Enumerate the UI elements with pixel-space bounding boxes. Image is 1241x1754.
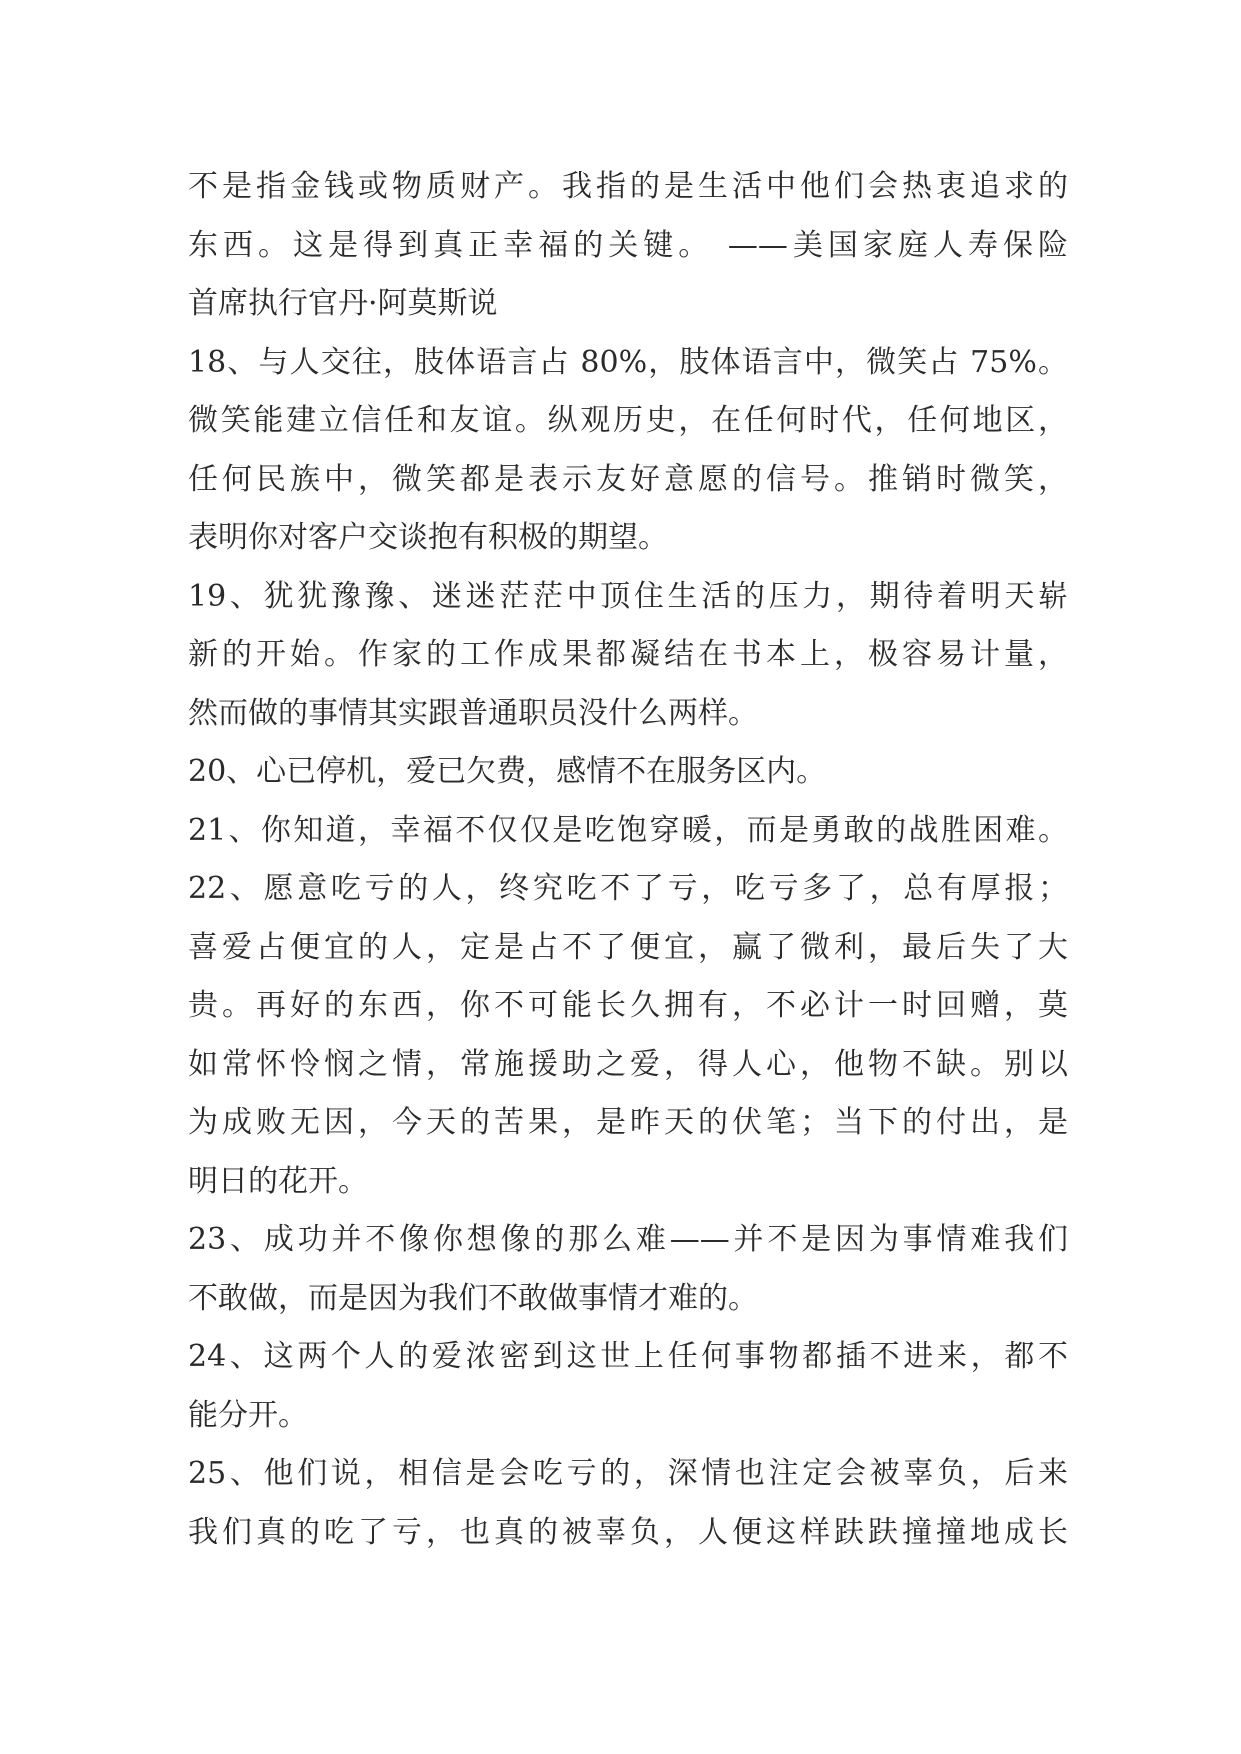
document-body — [188, 158, 1068, 1562]
text-line: 东西。这是得到真正幸福的关键。 ——美国家庭人寿保险 — [188, 227, 1068, 263]
text-line: 为成败无因，今天的苦果，是昨天的伏笔；当下的付出，是 — [188, 1105, 1068, 1140]
text-line: 25、他们说，相信是会吃亏的，深情也注定会被辜负，后来 — [188, 1456, 1068, 1491]
text-line: 明日的花开。 — [188, 1163, 368, 1199]
text-line: 23、成功并不像你想像的那么难——并不是因为事情难我们 — [188, 1222, 1068, 1257]
text-line: 20、心已停机，爱已欠费，感情不在服务区内。 — [188, 754, 827, 789]
text-line: 如常怀怜悯之情，常施援助之爱，得人心，他物不缺。别以 — [188, 1046, 1068, 1082]
text-line: 24、这两个人的爱浓密到这世上任何事物都插不进来，都不 — [188, 1339, 1068, 1374]
text-line: 22、愿意吃亏的人，终究吃不了亏，吃亏多了，总有厚报； — [188, 871, 1068, 906]
text-line: 21、你知道，幸福不仅仅是吃饱穿暖，而是勇敢的战胜困难。 — [188, 812, 1068, 848]
text-line: 然而做的事情其实跟普通职员没什么两样。 — [188, 695, 758, 731]
text-line: 表明你对客户交谈抱有积极的期望。 — [188, 520, 668, 555]
text-line: 首席执行官丹·阿莫斯说 — [188, 286, 498, 321]
text-line: 新的开始。作家的工作成果都凝结在书本上，极容易计量， — [188, 637, 1068, 672]
text-line: 贵。再好的东西，你不可能长久拥有，不必计一时回赠，莫 — [188, 988, 1068, 1023]
text-line: 我们真的吃了亏，也真的被辜负，人便这样趺趺撞撞地成长 — [188, 1514, 1068, 1550]
text-line: 不是指金钱或物质财产。我指的是生活中他们会热衷追求的 — [188, 169, 1068, 204]
text-line: 能分开。 — [188, 1397, 308, 1433]
text-line: 18、与人交往，肢体语言占 80%，肢体语言中，微笑占 75%。 — [188, 344, 1068, 380]
text-line: 不敢做，而是因为我们不敢做事情才难的。 — [188, 1280, 758, 1316]
text-line: 喜爱占便宜的人，定是占不了便宜，赢了微利，最后失了大 — [188, 929, 1068, 965]
text-line: 微笑能建立信任和友谊。纵观历史，在任何时代，任何地区， — [188, 403, 1068, 438]
text-line: 19、犹犹豫豫、迷迷茫茫中顶住生活的压力，期待着明天崭 — [188, 578, 1068, 614]
text-line: 任何民族中，微笑都是表示友好意愿的信号。推销时微笑， — [188, 461, 1068, 497]
